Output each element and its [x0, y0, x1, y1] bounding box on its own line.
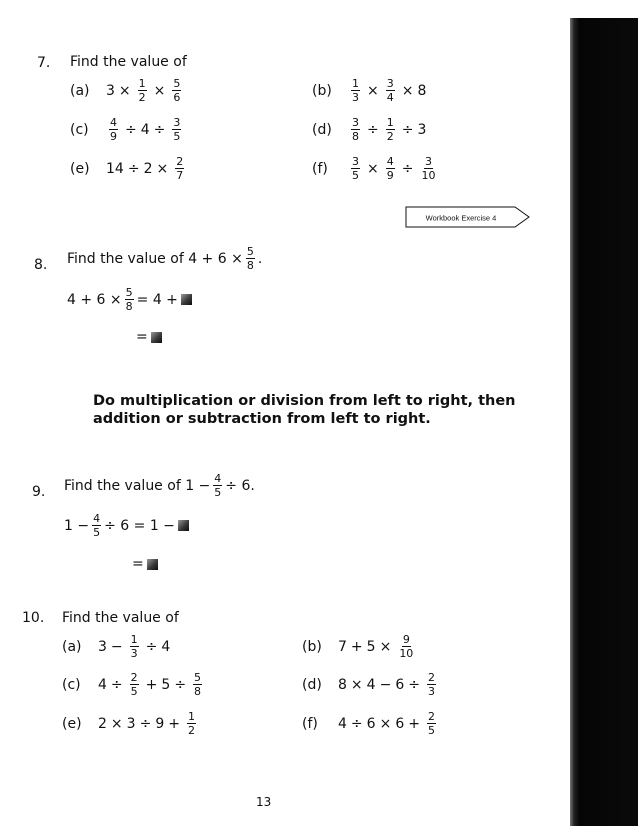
answer-box: [151, 332, 162, 343]
q10b: (b) 7 + 5 × $\frac{9}{10}$: [302, 633, 414, 660]
q8-prompt: Find the value of 4 + 6 × $\frac{5}{8}$ .: [67, 245, 263, 272]
q9-prompt: Find the value of 1 − $\frac{4}{5}$ ÷ 6.: [64, 472, 255, 499]
q8-step1: 4 + 6 × $\frac{5}{8}$ = 4 +: [67, 287, 195, 312]
workbook-label: Workbook Exercise 4: [425, 213, 497, 223]
q10a: (a) 3 − $\frac{1}{3}$ ÷ 4: [62, 633, 171, 660]
q7c: (c) $\frac{4}{9}$ ÷ 4 ÷ $\frac{3}{5}$: [70, 116, 181, 143]
rule-line-2: addition or subtraction from left to right.: [93, 411, 431, 427]
q8-number: 8.: [34, 257, 48, 273]
q7b: (b) $\frac{1}{3}$ × $\frac{3}{4}$ × 8: [312, 77, 427, 104]
page-edge-shadow: [570, 18, 638, 826]
q9-number: 9.: [32, 484, 46, 500]
q9-step2: =: [132, 556, 161, 572]
q7a: (a) 3 × $\frac{1}{2}$ × $\frac{5}{6}$: [70, 77, 181, 104]
q7f: (f) $\frac{3}{5}$ × $\frac{4}{9}$ ÷ $\frac{3}{10}$: [312, 155, 436, 182]
q7-number: 7.: [37, 55, 51, 71]
q10c: (c) 4 ÷ $\frac{2}{5}$ + 5 ÷ $\frac{5}{8}$: [62, 671, 202, 698]
q10f: (f) 4 ÷ 6 × 6 + $\frac{2}{5}$: [302, 710, 435, 737]
page-number: 13: [256, 795, 272, 809]
rule-line-1: Do multiplication or division from left to right, then: [93, 393, 516, 409]
q10d: (d) 8 × 4 − 6 ÷ $\frac{2}{3}$: [302, 671, 435, 698]
q10-prompt: Find the value of: [62, 610, 179, 626]
q7e: (e) 14 ÷ 2 × $\frac{2}{7}$: [70, 155, 184, 182]
q7d: (d) $\frac{3}{8}$ ÷ $\frac{1}{2}$ ÷ 3: [312, 116, 427, 143]
q10-number: 10.: [22, 610, 45, 626]
q7-prompt: Find the value of: [70, 54, 187, 70]
q10e: (e) 2 × 3 ÷ 9 + $\frac{1}{2}$: [62, 710, 195, 737]
answer-box: [147, 559, 158, 570]
q9-step1: 1 − $\frac{4}{5}$ ÷ 6 = 1 −: [64, 513, 192, 538]
q8-step2: =: [136, 329, 165, 345]
answer-box: [178, 520, 189, 531]
answer-box: [181, 294, 192, 305]
workbook-tag: [405, 206, 531, 228]
